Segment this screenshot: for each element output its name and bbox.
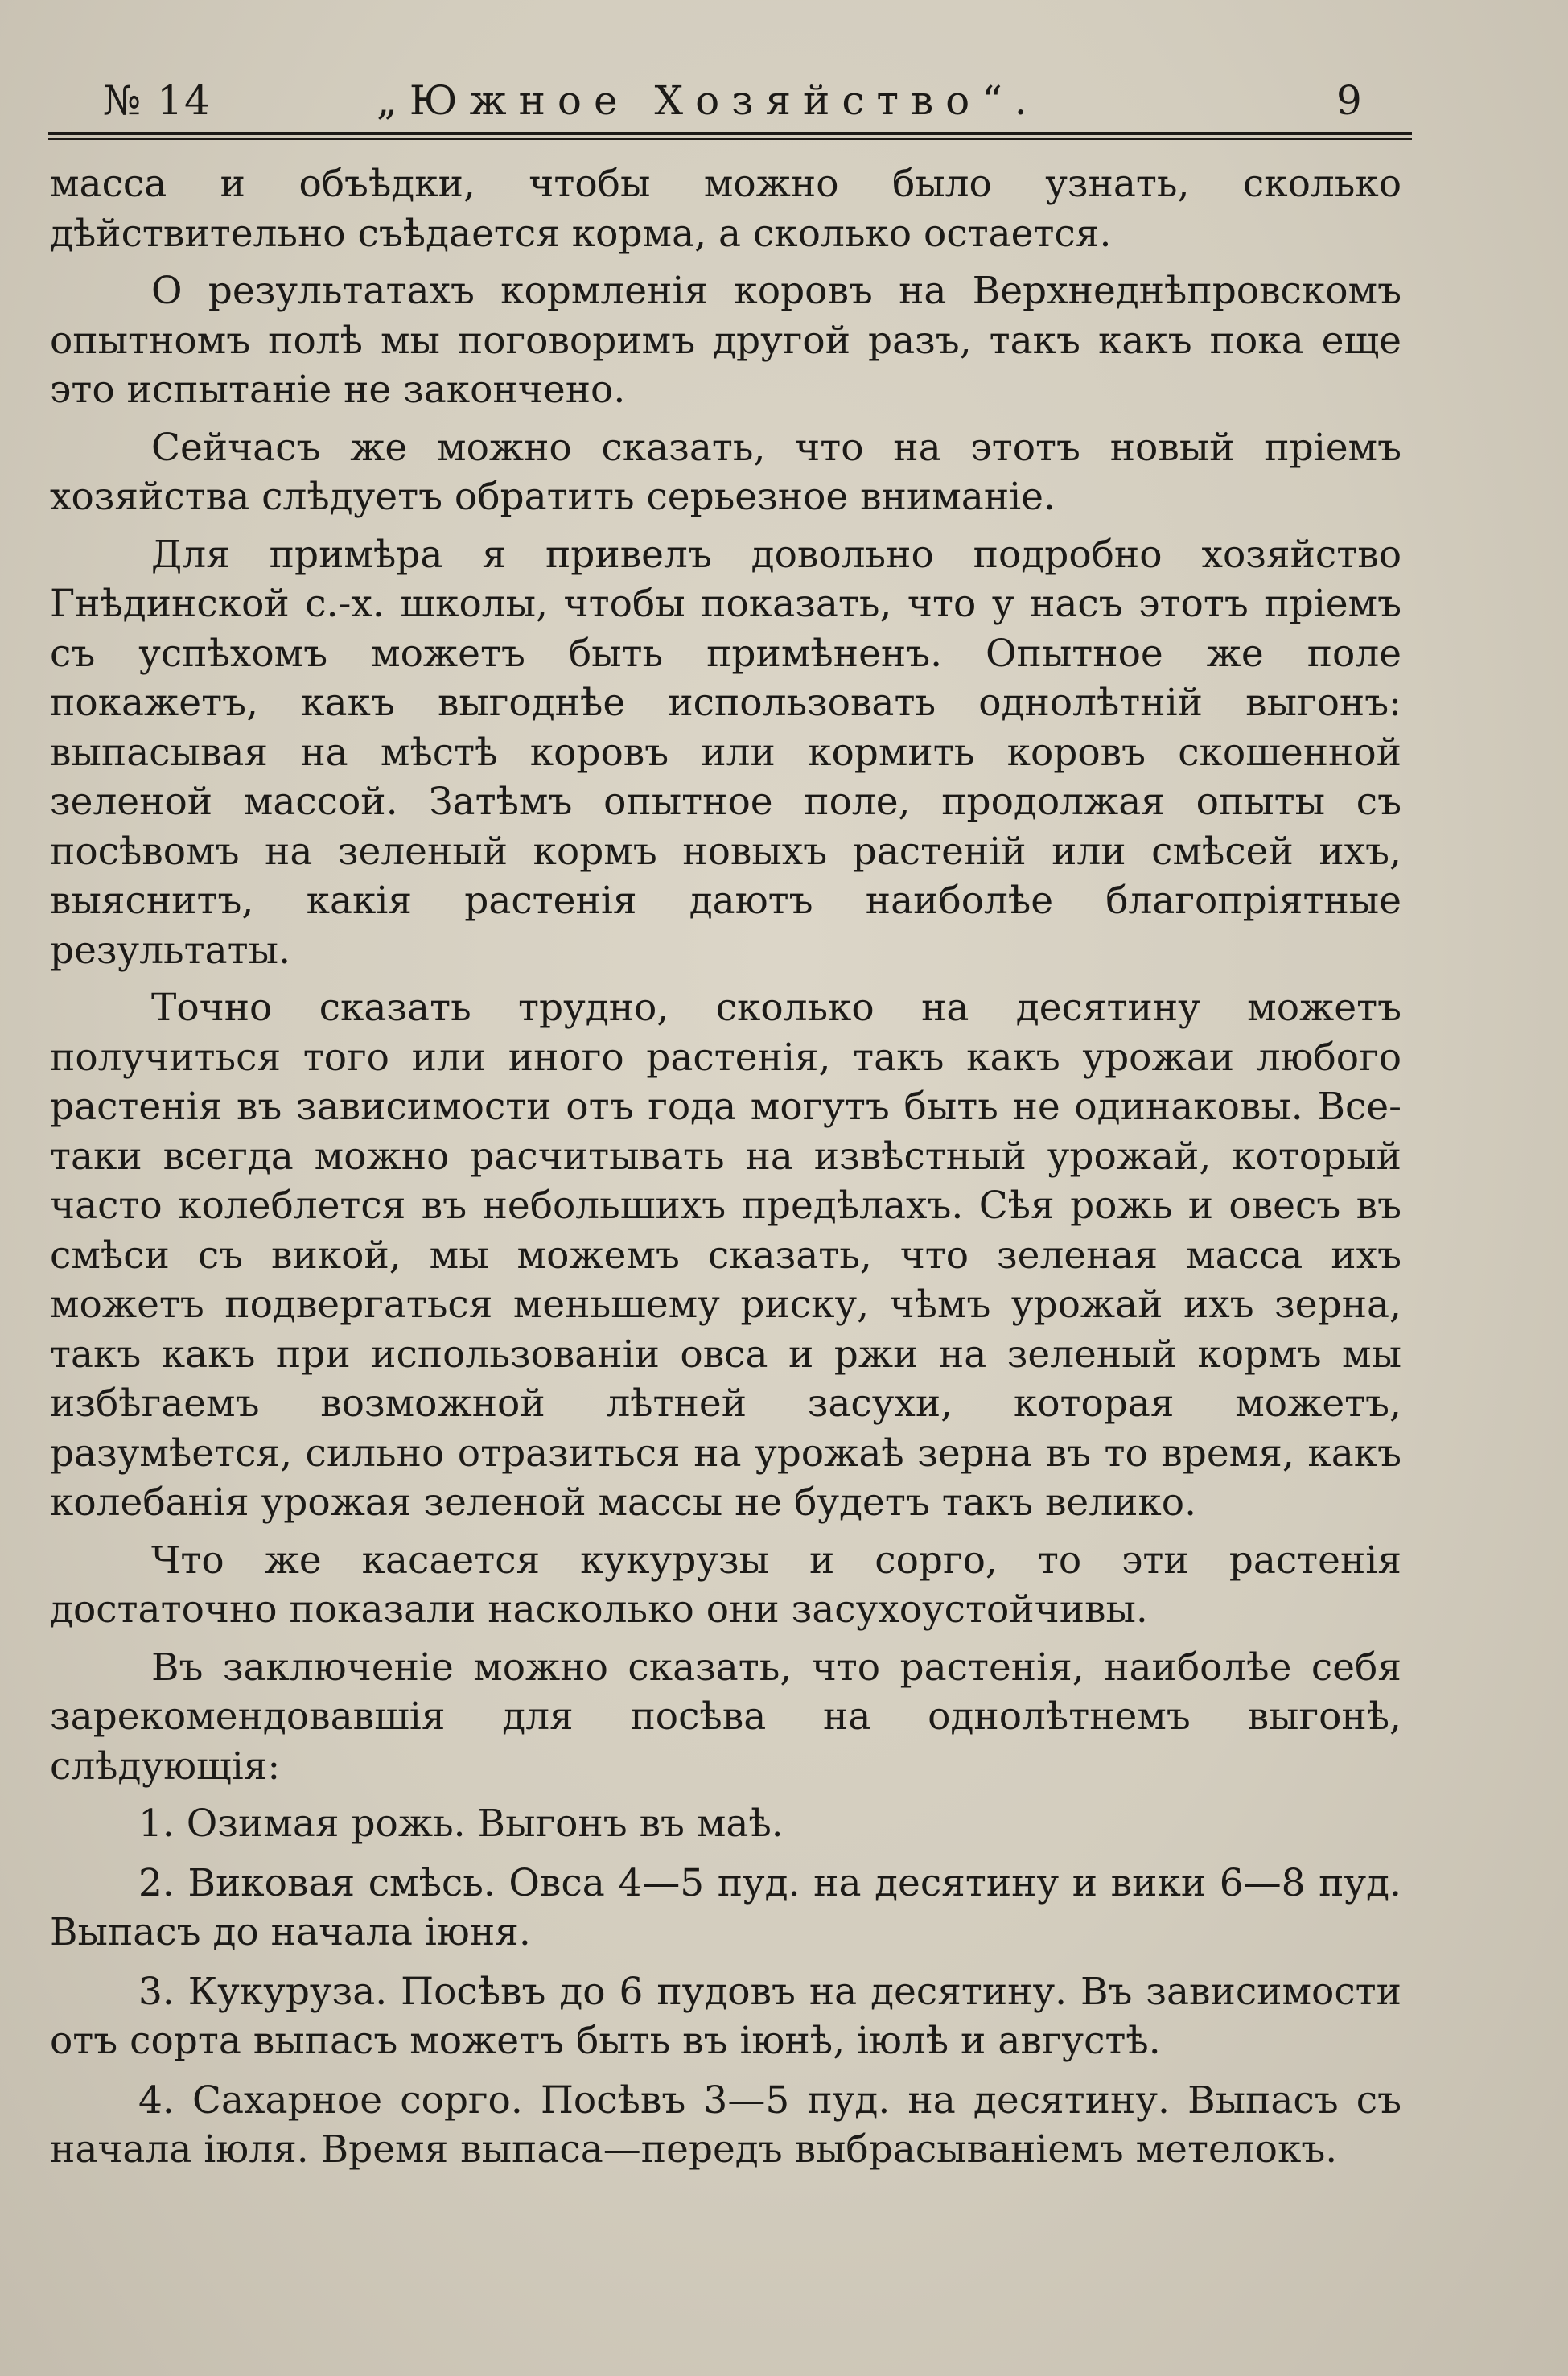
paragraph: Сейчасъ же можно сказать, что на этотъ новый пріемъ хозяйства слѣдуетъ обратить серьезное вниманіе. [50, 425, 1401, 519]
running-header [47, 69, 1414, 134]
page-number: 9 [1336, 77, 1364, 124]
list-item: 4. Сахарное сорго. Посѣвъ 3—5 пуд. на десятину. Выпасъ съ начала іюля. Время выпаса—передъ выбрасываніемъ метелокъ. [50, 2077, 1401, 2172]
article-body [50, 159, 1401, 2185]
list-item: 1. Озимая рожь. Выгонъ въ маѣ. [138, 1802, 784, 1846]
paragraph: Точно сказать трудно, сколько на десятину можетъ получиться того или иного растенія, такъ какъ урожаи любого растенія въ зависимости отъ года могутъ быть не одинаковы. Все-таки всегда можно расчитывать на извѣстный урожай, который часто колеблется въ небольшихъ предѣлахъ. Сѣя рожь и овесъ въ смѣси съ викой, мы можемъ сказать, что зеленая масса ихъ можетъ подвергаться меньшему риску, чѣмъ урожай ихъ зерна, такъ какъ при использованіи овса и ржи на зеленый кормъ мы избѣгаемъ возможной лѣтней засухи, которая можетъ, разумѣется, сильно отразиться на урожаѣ зерна въ то время, какъ колебанія урожая зеленой массы не будетъ такъ велико. [50, 986, 1401, 1525]
paragraph: О результатахъ кормленія коровъ на Верхнеднѣпровскомъ опытномъ полѣ мы поговоримъ другой разъ, такъ какъ пока еще это испытаніе не закончено. [50, 269, 1401, 412]
header-rule-thick [48, 132, 1412, 135]
list-item: 3. Кукуруза. Посѣвъ до 6 пудовъ на десятину. Въ зависимости отъ сорта выпасъ можетъ быть въ іюнѣ, іюлѣ и августѣ. [50, 1969, 1401, 2063]
issue-number: № 14 [103, 77, 212, 124]
paragraph: Что же касается кукурузы и сорго, то эти растенія достаточно показали насколько они засухоустойчивы. [50, 1538, 1401, 1632]
header-rule-thin [48, 138, 1412, 140]
journal-title: „Южное Хозяйство“. [377, 77, 1039, 124]
paragraph: Въ заключеніе можно сказать, что растенія, наиболѣе себя зарекомендовавшія для посѣва на однолѣтнемъ выгонѣ, слѣдующія: [50, 1645, 1401, 1789]
list-item: 2. Виковая смѣсь. Овса 4—5 пуд. на десятину и вики 6—8 пуд. Выпасъ до начала іюня. [50, 1860, 1401, 1954]
paragraph: Для примѣра я привелъ довольно подробно хозяйство Гнѣдинской с.-х. школы, чтобы показать, что у насъ этотъ пріемъ съ успѣхомъ можетъ быть примѣненъ. Опытное же поле покажетъ, какъ выгоднѣе использовать однолѣтній выгонъ: выпасывая на мѣстѣ коровъ или кормить коровъ скошенной зеленой массой. Затѣмъ опытное поле, продолжая опыты съ посѣвомъ на зеленый кормъ новыхъ растеній или смѣсей ихъ, выяснитъ, какія растенія даютъ наиболѣе благопріятные результаты. [50, 532, 1401, 973]
paragraph: масса и объѣдки, чтобы можно было узнать, сколько дѣйствительно съѣдается корма, а сколько остается. [50, 162, 1401, 256]
